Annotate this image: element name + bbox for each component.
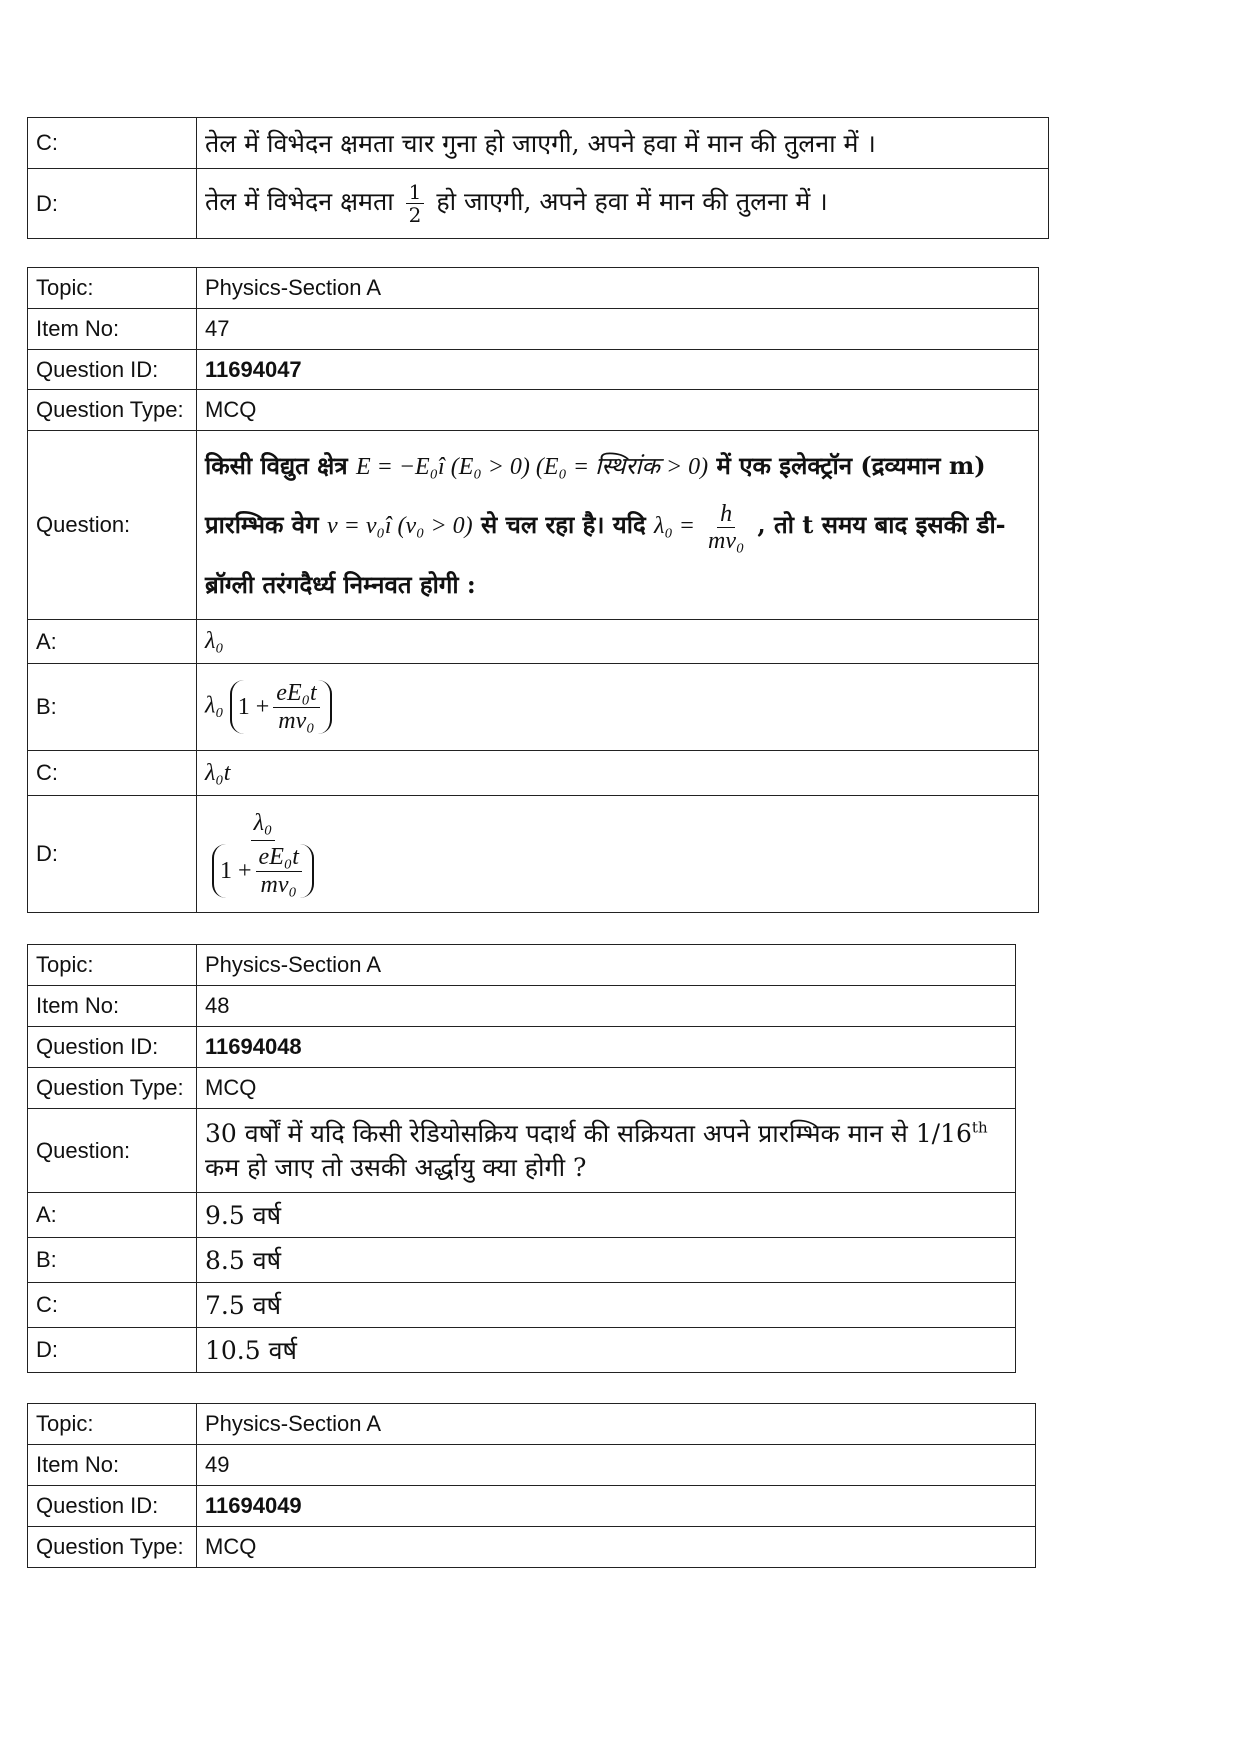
option-expression bbox=[197, 664, 1039, 751]
option-row-c bbox=[28, 1283, 1016, 1328]
parenthesized-expression bbox=[212, 844, 314, 898]
question-text bbox=[197, 431, 1039, 620]
option-row-b bbox=[28, 1238, 1016, 1283]
question-type-value: MCQ bbox=[197, 1527, 1036, 1568]
question-type-value: MCQ bbox=[197, 1068, 1016, 1109]
inner-fraction bbox=[256, 844, 302, 898]
prev-question-options-table bbox=[27, 117, 1049, 239]
item-no-row bbox=[28, 986, 1016, 1027]
question-id-label: Question ID: bbox=[28, 350, 197, 390]
option-row-c bbox=[28, 118, 1049, 169]
topic-value: Physics-Section A bbox=[197, 268, 1039, 309]
fraction-denominator bbox=[209, 841, 317, 898]
fraction-numerator: eE₀t bbox=[273, 680, 319, 707]
question-label: Question: bbox=[28, 431, 197, 620]
item-no-label: Item No: bbox=[28, 1445, 197, 1486]
question-row bbox=[28, 1109, 1016, 1193]
question-text-part: किसी विद्युत क्षेत्र bbox=[205, 450, 348, 480]
option-label: A: bbox=[28, 1193, 197, 1238]
fraction bbox=[209, 810, 317, 898]
question-id-label: Question ID: bbox=[28, 1486, 197, 1527]
option-text: λ₀t bbox=[197, 751, 1039, 796]
fraction-numerator: λ₀ bbox=[251, 810, 276, 841]
item-no-label: Item No: bbox=[28, 309, 197, 350]
question-text-part: से चल रहा है। यदि bbox=[481, 510, 646, 540]
fraction-denominator: mv₀ bbox=[707, 528, 745, 555]
option-label: B: bbox=[28, 1238, 197, 1283]
option-label: D: bbox=[28, 169, 197, 239]
velocity-expression: v = v₀î (v₀ > 0) bbox=[326, 513, 473, 540]
option-row-b bbox=[28, 664, 1039, 751]
question-type-label: Question Type: bbox=[28, 390, 197, 431]
lambda-lhs: λ₀ = bbox=[654, 513, 695, 540]
lambda-expression bbox=[654, 500, 757, 555]
question-row bbox=[28, 431, 1039, 620]
expression-one: 1 + bbox=[220, 857, 252, 884]
question-id-value: 11694048 bbox=[197, 1027, 1016, 1068]
fraction-numerator: eE₀t bbox=[256, 844, 302, 871]
fraction-denominator: mv₀ bbox=[260, 871, 297, 898]
fraction-numerator: 1 bbox=[406, 181, 425, 204]
item-no-value: 47 bbox=[197, 309, 1039, 350]
option-label: A: bbox=[28, 620, 197, 664]
question-type-label: Question Type: bbox=[28, 1527, 197, 1568]
question-text-part: 30 वर्षों में यदि किसी रेडियोसक्रिय पदार्थ की सक्रियता अपने प्रारम्भिक मान से 1/16 bbox=[205, 1118, 972, 1148]
option-text-before: तेल में विभेदन क्षमता bbox=[205, 187, 394, 216]
option-text-after: हो जाएगी, अपने हवा में मान की तुलना में । bbox=[436, 187, 828, 216]
question-id-value: 11694049 bbox=[197, 1486, 1036, 1527]
option-label: C: bbox=[28, 1283, 197, 1328]
fraction bbox=[406, 181, 425, 226]
option-label: C: bbox=[28, 751, 197, 796]
question-type-value: MCQ bbox=[197, 390, 1039, 431]
option-label: B: bbox=[28, 664, 197, 751]
lambda-fraction bbox=[705, 501, 747, 555]
option-label: C: bbox=[28, 118, 197, 169]
topic-label: Topic: bbox=[28, 1404, 197, 1445]
topic-row bbox=[28, 1404, 1036, 1445]
question-label: Question: bbox=[28, 1109, 197, 1193]
question-type-row bbox=[28, 390, 1039, 431]
item-no-label: Item No: bbox=[28, 986, 197, 1027]
topic-value: Physics-Section A bbox=[197, 945, 1016, 986]
option-row-d bbox=[28, 1328, 1016, 1373]
topic-value: Physics-Section A bbox=[197, 1404, 1036, 1445]
topic-row bbox=[28, 268, 1039, 309]
question-id-label: Question ID: bbox=[28, 1027, 197, 1068]
topic-label: Topic: bbox=[28, 945, 197, 986]
question-table-49 bbox=[27, 1403, 1036, 1568]
fraction-numerator: h bbox=[717, 501, 735, 528]
fraction bbox=[273, 680, 319, 734]
option-text: 9.5 वर्ष bbox=[197, 1193, 1016, 1238]
topic-label: Topic: bbox=[28, 268, 197, 309]
question-table-47 bbox=[27, 267, 1039, 913]
question-text bbox=[197, 1109, 1016, 1193]
option-expression bbox=[197, 796, 1039, 913]
question-text-part: , तो t समय बाद इसकी डी-ब्रॉग्ली तरंगदैर्ध्य निम्नवत होगी : bbox=[205, 510, 1006, 599]
question-id-row bbox=[28, 1027, 1016, 1068]
item-no-row bbox=[28, 1445, 1036, 1486]
option-row-a bbox=[28, 620, 1039, 664]
question-id-value: 11694047 bbox=[197, 350, 1039, 390]
fraction-denominator: 2 bbox=[408, 203, 422, 227]
item-no-value: 49 bbox=[197, 1445, 1036, 1486]
option-text: λ₀ bbox=[197, 620, 1039, 664]
item-no-row bbox=[28, 309, 1039, 350]
option-text bbox=[197, 169, 1049, 239]
question-type-row bbox=[28, 1527, 1036, 1568]
question-type-label: Question Type: bbox=[28, 1068, 197, 1109]
option-text: तेल में विभेदन क्षमता चार गुना हो जाएगी, अपने हवा में मान की तुलना में । bbox=[197, 118, 1049, 169]
question-text-part: में एक इलेक्ट्रॉन (द्रव्यमान m) प्रारम्भिक वेग bbox=[205, 450, 986, 540]
option-row-d bbox=[28, 796, 1039, 913]
parenthesized-expression bbox=[230, 680, 332, 734]
question-id-row bbox=[28, 1486, 1036, 1527]
option-text: 10.5 वर्ष bbox=[197, 1328, 1016, 1373]
expression-one: 1 + bbox=[237, 693, 270, 720]
option-prefix: λ₀ bbox=[205, 692, 224, 719]
option-row-c bbox=[28, 751, 1039, 796]
question-table-48 bbox=[27, 944, 1016, 1373]
option-text: 7.5 वर्ष bbox=[197, 1283, 1016, 1328]
superscript: th bbox=[971, 1118, 988, 1137]
option-label: D: bbox=[28, 1328, 197, 1373]
option-label: D: bbox=[28, 796, 197, 913]
option-row-a bbox=[28, 1193, 1016, 1238]
question-type-row bbox=[28, 1068, 1016, 1109]
item-no-value: 48 bbox=[197, 986, 1016, 1027]
question-id-row bbox=[28, 350, 1039, 390]
electric-field-expression: E = −E₀î (E₀ > 0) (E₀ = स्थिरांक > 0) bbox=[355, 453, 709, 480]
option-row-d bbox=[28, 169, 1049, 239]
topic-row bbox=[28, 945, 1016, 986]
option-text: 8.5 वर्ष bbox=[197, 1238, 1016, 1283]
question-text-part: कम हो जाए तो उसकी अर्द्धायु क्या होगी ? bbox=[205, 1152, 587, 1182]
fraction-denominator: mv₀ bbox=[278, 707, 315, 734]
